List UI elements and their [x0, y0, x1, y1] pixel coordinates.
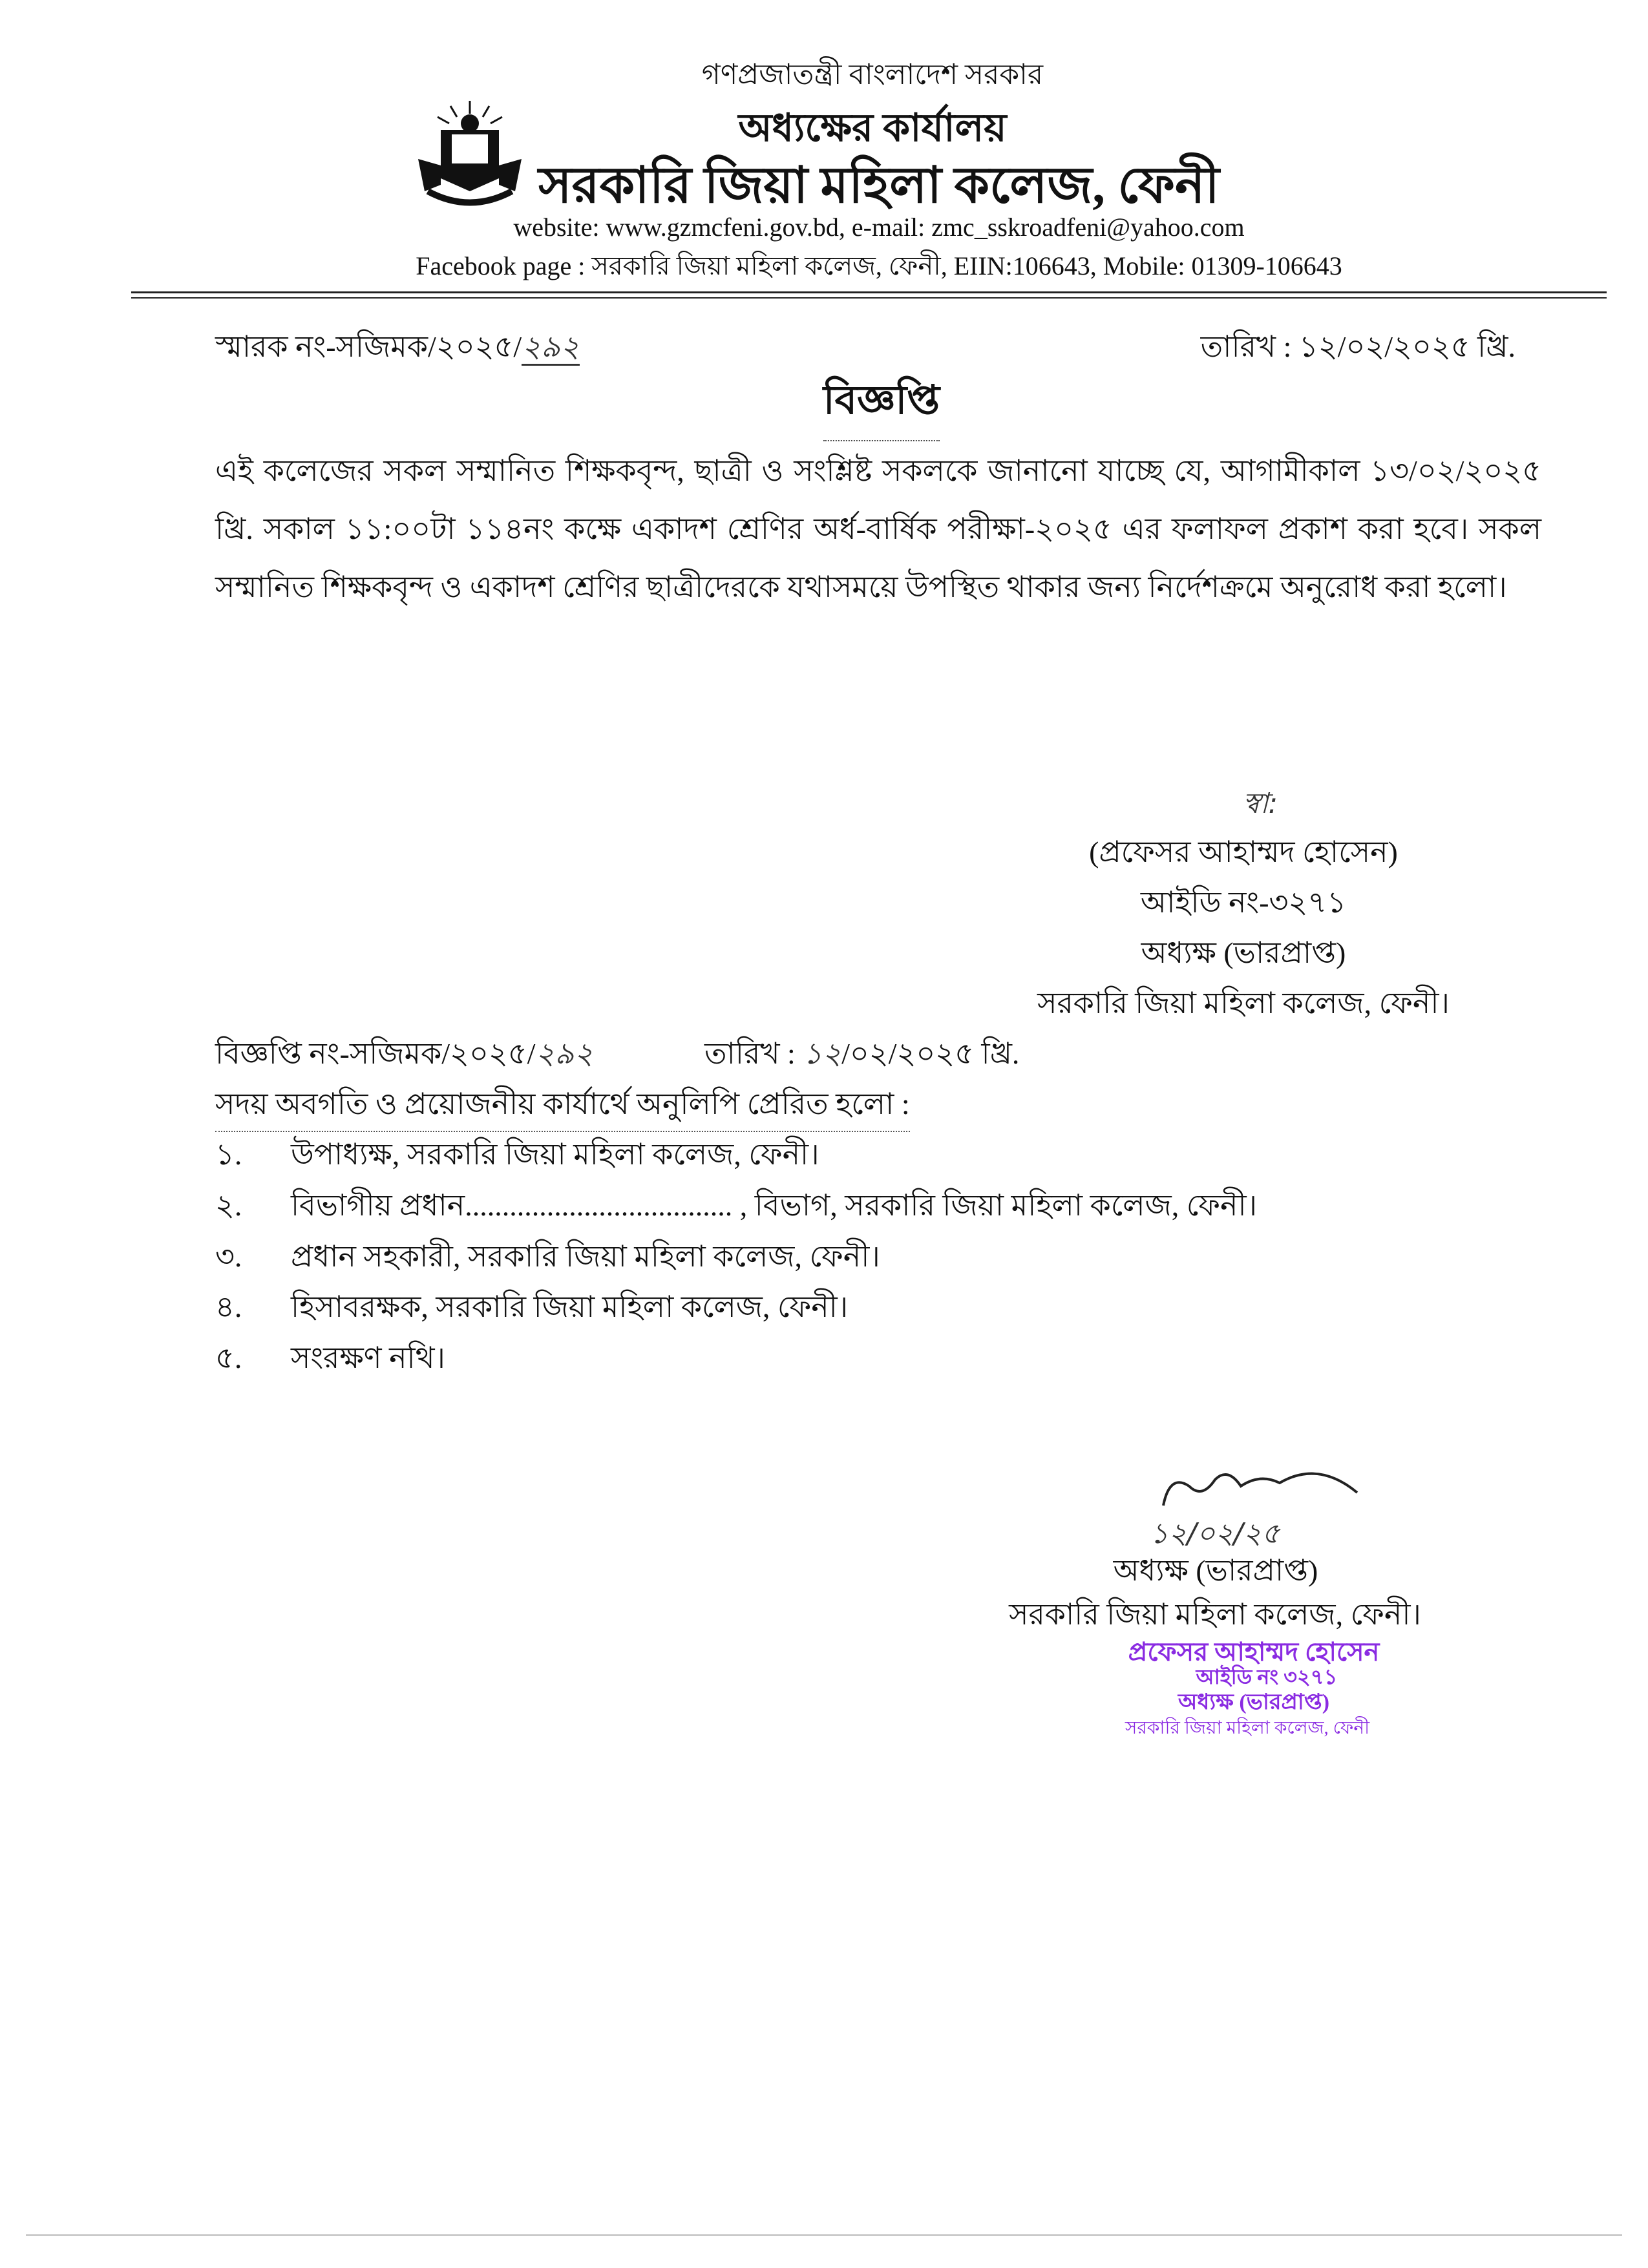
notice-body: এই কলেজের সকল সম্মানিত শিক্ষকবৃন্দ, ছাত্রী ও সংশ্লিষ্ট সকলকে জানানো যাচ্ছে যে, আগামীকাল ১৩/০২/২০২৫ খ্রি. সকাল ১১:০০টা ১১৪নং কক্ষে একাদশ শ্রেণির অর্ধ-বার্ষিক পরীক্ষা-২০২৫ এর ফলাফল প্রকাশ করা হবে। সকল সম্মানিত শিক্ষকবৃন্দ ও একাদশ শ্রেণির ছাত্রীদেরকে যথাসময়ে উপস্থিত থাকার জন্য নির্দেশক্রমে অনুরোধ করা হলো। [215, 454, 1541, 604]
copy-item-num: ৫. [215, 1341, 242, 1374]
header-divider-2 [131, 297, 1607, 299]
signatory-id: আইডি নং-৩২৭১ [1140, 886, 1347, 919]
final-designation: অধ্যক্ষ (ভারপ্রাপ্ত) [1113, 1554, 1318, 1587]
signatory-designation: অধ্যক্ষ (ভারপ্রাপ্ত) [1141, 936, 1346, 969]
copy-item-text: সংরক্ষণ নথি। [291, 1341, 445, 1374]
copy-date-suffix: /০২/২০২৫ খ্রি. [841, 1037, 1020, 1070]
notice-title: বিজ্ঞপ্তি [823, 370, 940, 441]
final-college: সরকারি জিয়া মহিলা কলেজ, ফেনী। [1009, 1598, 1421, 1631]
college-logo [412, 94, 528, 211]
stamp-name: প্রফেসর আহাম্মদ হোসেন [1128, 1637, 1380, 1666]
stamp-college: সরকারি জিয়া মহিলা কলেজ, ফেনী [1125, 1718, 1370, 1738]
copy-item-text: হিসাবরক্ষক, সরকারি জিয়া মহিলা কলেজ, ফেনী। [291, 1290, 849, 1323]
copy-date [704, 1031, 1019, 1080]
signature-date: ১২/০২/২৫ [1150, 1517, 1280, 1550]
memo-reference [215, 324, 580, 373]
signatory-name: (প্রফেসর আহাম্মদ হোসেন) [1089, 835, 1398, 868]
copy-item-num: ৪. [215, 1290, 242, 1323]
facebook-line: Facebook page : সরকারি জিয়া মহিলা কলেজ, ফেনী, EIIN:106643, Mobile: 01309-106643 [416, 251, 1342, 280]
memo-ref-prefix: স্মারক নং-সজিমক/২০২৫/ [215, 330, 522, 363]
copy-date-handwritten: ১২ [803, 1036, 842, 1071]
copy-item-num: ২. [215, 1189, 242, 1222]
stamp-id: আইডি নং ৩২৭১ [1196, 1665, 1338, 1688]
memo-date: তারিখ : ১২/০২/২০২৫ খ্রি. [1200, 330, 1516, 363]
contact-line: website: www.gzmcfeni.gov.bd, e-mail: zmc_sskroadfeni@yahoo.com [513, 213, 1245, 242]
copy-ref-prefix: বিজ্ঞপ্তি নং-সজিমক/২০২৫/ [215, 1037, 536, 1070]
copy-intro: সদয় অবগতি ও প্রয়োজনীয় কার্যার্থে অনুলিপি প্রেরিত হলো : [215, 1082, 910, 1132]
copy-reference [215, 1031, 593, 1080]
office-heading: অধ্যক্ষের কার্যালয় [738, 107, 1007, 149]
copy-item-text: উপাধ্যক্ষ, সরকারি জিয়া মহিলা কলেজ, ফেনী। [291, 1138, 819, 1171]
copy-item-num: ১. [215, 1138, 242, 1171]
signatory-college: সরকারি জিয়া মহিলা কলেজ, ফেনী। [1037, 987, 1450, 1020]
copy-ref-handwritten: ২৯২ [535, 1036, 594, 1071]
memo-ref-handwritten: ২৯২ [522, 329, 580, 366]
copy-date-prefix: তারিখ : [704, 1037, 803, 1070]
signature: স্বা: [1242, 787, 1278, 820]
header-divider [131, 291, 1607, 293]
college-name-heading: সরকারি জিয়া মহিলা কলেজ, ফেনী [538, 157, 1220, 213]
copy-item-text: বিভাগীয় প্রধান.................................... , বিভাগ, সরকারি জিয়া মহিলা কলেজ, ফেনী। [291, 1189, 1258, 1222]
copy-item-text: প্রধান সহকারী, সরকারি জিয়া মহিলা কলেজ, ফেনী। [291, 1240, 880, 1273]
page-bottom-edge [26, 2234, 1622, 2236]
copy-item-num: ৩. [215, 1240, 242, 1273]
stamp-designation: অধ্যক্ষ (ভারপ্রাপ্ত) [1178, 1690, 1330, 1714]
government-heading: গণপ্রজাতন্ত্রী বাংলাদেশ সরকার [701, 59, 1044, 90]
